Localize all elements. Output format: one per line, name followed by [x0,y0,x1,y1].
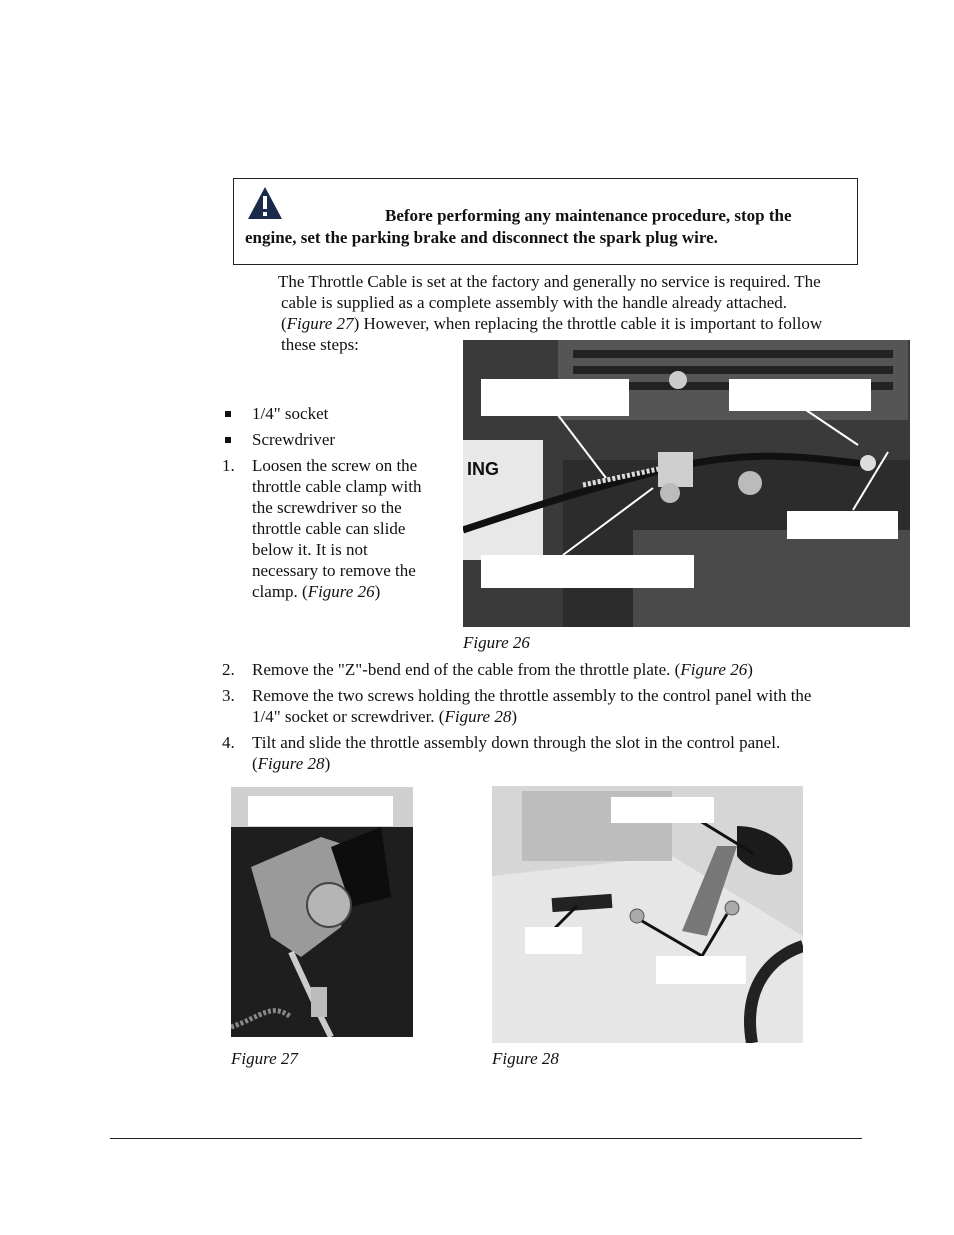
callout-label-box [248,796,393,826]
tool-item: 1/4" socket [225,403,425,424]
figure-28-caption: Figure 28 [492,1049,559,1068]
figure-26-photo [463,340,910,627]
svg-text:ING: ING [467,459,500,479]
control-panel-illustration [492,786,803,1043]
callout-label-box [481,379,629,416]
intro-line: these steps: [281,335,359,354]
callout-label-box [656,956,746,984]
figure-28-photo [492,786,803,1043]
callout-label-box [525,927,582,954]
figure-27-caption: Figure 27 [231,1049,298,1068]
step-1: 1. Loosen the screw on the throttle cable clamp with the screwdriver so the throttle cable can slide below it. It is not necessary to remove the clamp. (Figure 26) [222,456,422,601]
warning-text: Before performing any maintenance procedure, stop the engine, set the parking brake and disconnect the spark plug wire. [245,206,792,247]
callout-label-box [729,379,871,411]
callout-label-box [611,797,714,823]
step-3: 3. Remove the two screws holding the throttle assembly to the control panel with the 1/4" socket or screwdriver. (Figure 28) [222,686,812,726]
callout-label-box [787,511,898,539]
figure-26-caption: Figure 26 [463,633,530,652]
footer-rule [110,1138,862,1139]
intro-line: The Throttle Cable is set at the factory and generally no service is required. The [278,272,821,291]
tool-item: Screwdriver [225,429,425,450]
callout-label-box [481,555,694,588]
figure-27-photo [231,787,413,1037]
intro-line: cable is supplied as a complete assembly with the handle already attached. [281,293,788,312]
step-2: 2. Remove the "Z"-bend end of the cable from the throttle plate. (Figure 26) [222,660,753,679]
warning-box [233,178,858,265]
intro-line: (Figure 27) However, when replacing the throttle cable it is important to follow [281,314,823,333]
step-4: 4. Tilt and slide the throttle assembly down through the slot in the control panel. (Figure 28) [222,733,781,773]
